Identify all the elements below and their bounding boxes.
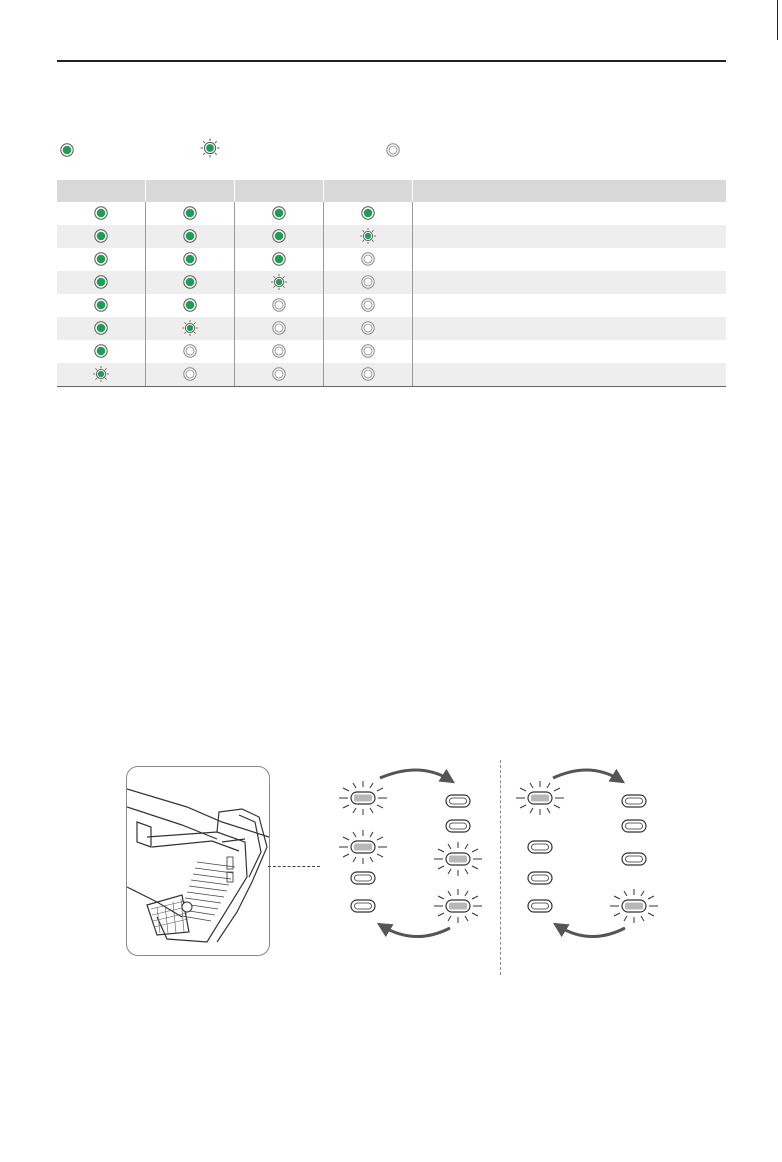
led-off-icon bbox=[271, 320, 287, 336]
pattern-b-led-right-1 bbox=[622, 795, 646, 807]
pattern-a-led-left-2 bbox=[339, 830, 387, 864]
led-solid-green-icon bbox=[182, 251, 198, 267]
led-cell-2 bbox=[146, 202, 235, 225]
header-led4 bbox=[324, 180, 413, 202]
led-solid-green-icon bbox=[93, 297, 109, 313]
led-blinking-green-icon bbox=[200, 138, 220, 158]
led-solid-green-icon bbox=[93, 205, 109, 221]
pattern-b-led-left-4 bbox=[528, 900, 552, 912]
rotation-arrow-b-bottom bbox=[558, 926, 625, 937]
led-cell-1 bbox=[57, 271, 146, 294]
led-off-icon bbox=[182, 343, 198, 359]
pattern-a-led-right-4 bbox=[434, 889, 482, 923]
led-animation-diagram bbox=[320, 756, 670, 951]
row-description bbox=[413, 317, 727, 340]
led-off-icon bbox=[360, 366, 376, 382]
row-description bbox=[413, 202, 727, 225]
led-solid-green-icon bbox=[93, 251, 109, 267]
pattern-a-led-left-1 bbox=[339, 781, 387, 815]
led-cell-3 bbox=[235, 363, 324, 387]
led-blinking-green-icon bbox=[182, 320, 198, 336]
led-cell-3 bbox=[235, 294, 324, 317]
pattern-b-led-right-2 bbox=[622, 820, 646, 832]
led-off-icon bbox=[385, 142, 401, 158]
led-solid-green-icon bbox=[93, 343, 109, 359]
header-led3 bbox=[235, 180, 324, 202]
led-cell-3 bbox=[235, 225, 324, 248]
led-blinking-green-icon bbox=[93, 366, 109, 382]
led-cell-1 bbox=[57, 202, 146, 225]
callout-leader-line bbox=[268, 866, 320, 867]
row-description bbox=[413, 340, 727, 363]
led-cell-4 bbox=[324, 317, 413, 340]
table-row bbox=[57, 202, 726, 225]
pattern-b-led-right-3 bbox=[622, 853, 646, 865]
led-off-icon bbox=[271, 297, 287, 313]
led-cell-2 bbox=[146, 294, 235, 317]
table-row bbox=[57, 340, 726, 363]
pattern-a-led-right-3 bbox=[434, 842, 482, 876]
table-row bbox=[57, 363, 726, 387]
pattern-a-led-left-3 bbox=[351, 872, 375, 884]
battery-level-led-table bbox=[57, 180, 726, 387]
led-cell-2 bbox=[146, 317, 235, 340]
led-solid-green-icon bbox=[360, 205, 376, 221]
led-off-icon bbox=[360, 297, 376, 313]
led-solid-green-icon bbox=[182, 205, 198, 221]
led-solid-green-icon bbox=[182, 297, 198, 313]
led-cell-1 bbox=[57, 294, 146, 317]
table-row bbox=[57, 225, 726, 248]
led-cell-4 bbox=[324, 248, 413, 271]
led-solid-green-icon bbox=[182, 228, 198, 244]
header-led1 bbox=[57, 180, 146, 202]
led-blinking-green-icon bbox=[360, 228, 376, 244]
led-cell-4 bbox=[324, 225, 413, 248]
row-description bbox=[413, 248, 727, 271]
row-description bbox=[413, 363, 727, 387]
rotation-arrow-a-bottom bbox=[382, 926, 450, 937]
led-cell-2 bbox=[146, 363, 235, 387]
table-row bbox=[57, 271, 726, 294]
led-solid-green-icon bbox=[93, 228, 109, 244]
pattern-a-led-left-4 bbox=[351, 900, 375, 912]
led-solid-green-icon bbox=[271, 251, 287, 267]
led-solid-green-icon bbox=[182, 274, 198, 290]
led-cell-4 bbox=[324, 202, 413, 225]
led-cell-1 bbox=[57, 317, 146, 340]
header-rule bbox=[57, 60, 726, 62]
led-cell-4 bbox=[324, 271, 413, 294]
led-cell-3 bbox=[235, 202, 324, 225]
pattern-a-led-right-2 bbox=[446, 820, 470, 832]
led-cell-1 bbox=[57, 340, 146, 363]
page-edge-line bbox=[777, 0, 778, 40]
led-cell-3 bbox=[235, 340, 324, 363]
led-solid-green-icon bbox=[271, 205, 287, 221]
header-led2 bbox=[146, 180, 235, 202]
led-cell-4 bbox=[324, 363, 413, 387]
table-header-row bbox=[57, 180, 726, 202]
led-off-icon bbox=[360, 251, 376, 267]
pattern-b-led-left-3 bbox=[528, 872, 552, 884]
led-solid-green-icon bbox=[59, 142, 75, 158]
led-solid-green-icon bbox=[93, 320, 109, 336]
led-cell-2 bbox=[146, 340, 235, 363]
led-blinking-green-icon bbox=[271, 274, 287, 290]
led-solid-green-icon bbox=[271, 228, 287, 244]
battery-device-illustration bbox=[126, 766, 270, 956]
led-cell-1 bbox=[57, 248, 146, 271]
led-off-icon bbox=[360, 320, 376, 336]
led-solid-green-icon bbox=[93, 274, 109, 290]
led-cell-3 bbox=[235, 271, 324, 294]
header-description bbox=[413, 180, 727, 202]
row-description bbox=[413, 225, 727, 248]
row-description bbox=[413, 271, 727, 294]
led-cell-1 bbox=[57, 363, 146, 387]
pattern-b-led-left-1 bbox=[516, 781, 564, 815]
led-cell-2 bbox=[146, 248, 235, 271]
led-cell-1 bbox=[57, 225, 146, 248]
led-off-icon bbox=[360, 274, 376, 290]
table-row bbox=[57, 317, 726, 340]
led-cell-3 bbox=[235, 248, 324, 271]
row-description bbox=[413, 294, 727, 317]
table-row bbox=[57, 248, 726, 271]
led-cell-2 bbox=[146, 225, 235, 248]
pattern-b-led-right-4 bbox=[610, 889, 658, 923]
table-row bbox=[57, 294, 726, 317]
led-off-icon bbox=[182, 366, 198, 382]
rotation-arrow-b-top bbox=[553, 770, 620, 780]
led-off-icon bbox=[271, 366, 287, 382]
rotation-arrow-a-top bbox=[380, 770, 450, 780]
led-off-icon bbox=[360, 343, 376, 359]
led-off-icon bbox=[271, 343, 287, 359]
led-cell-4 bbox=[324, 340, 413, 363]
led-cell-3 bbox=[235, 317, 324, 340]
pattern-b-led-left-2 bbox=[528, 841, 552, 853]
led-cell-2 bbox=[146, 271, 235, 294]
led-cell-4 bbox=[324, 294, 413, 317]
pattern-a-led-right-1 bbox=[446, 795, 470, 807]
